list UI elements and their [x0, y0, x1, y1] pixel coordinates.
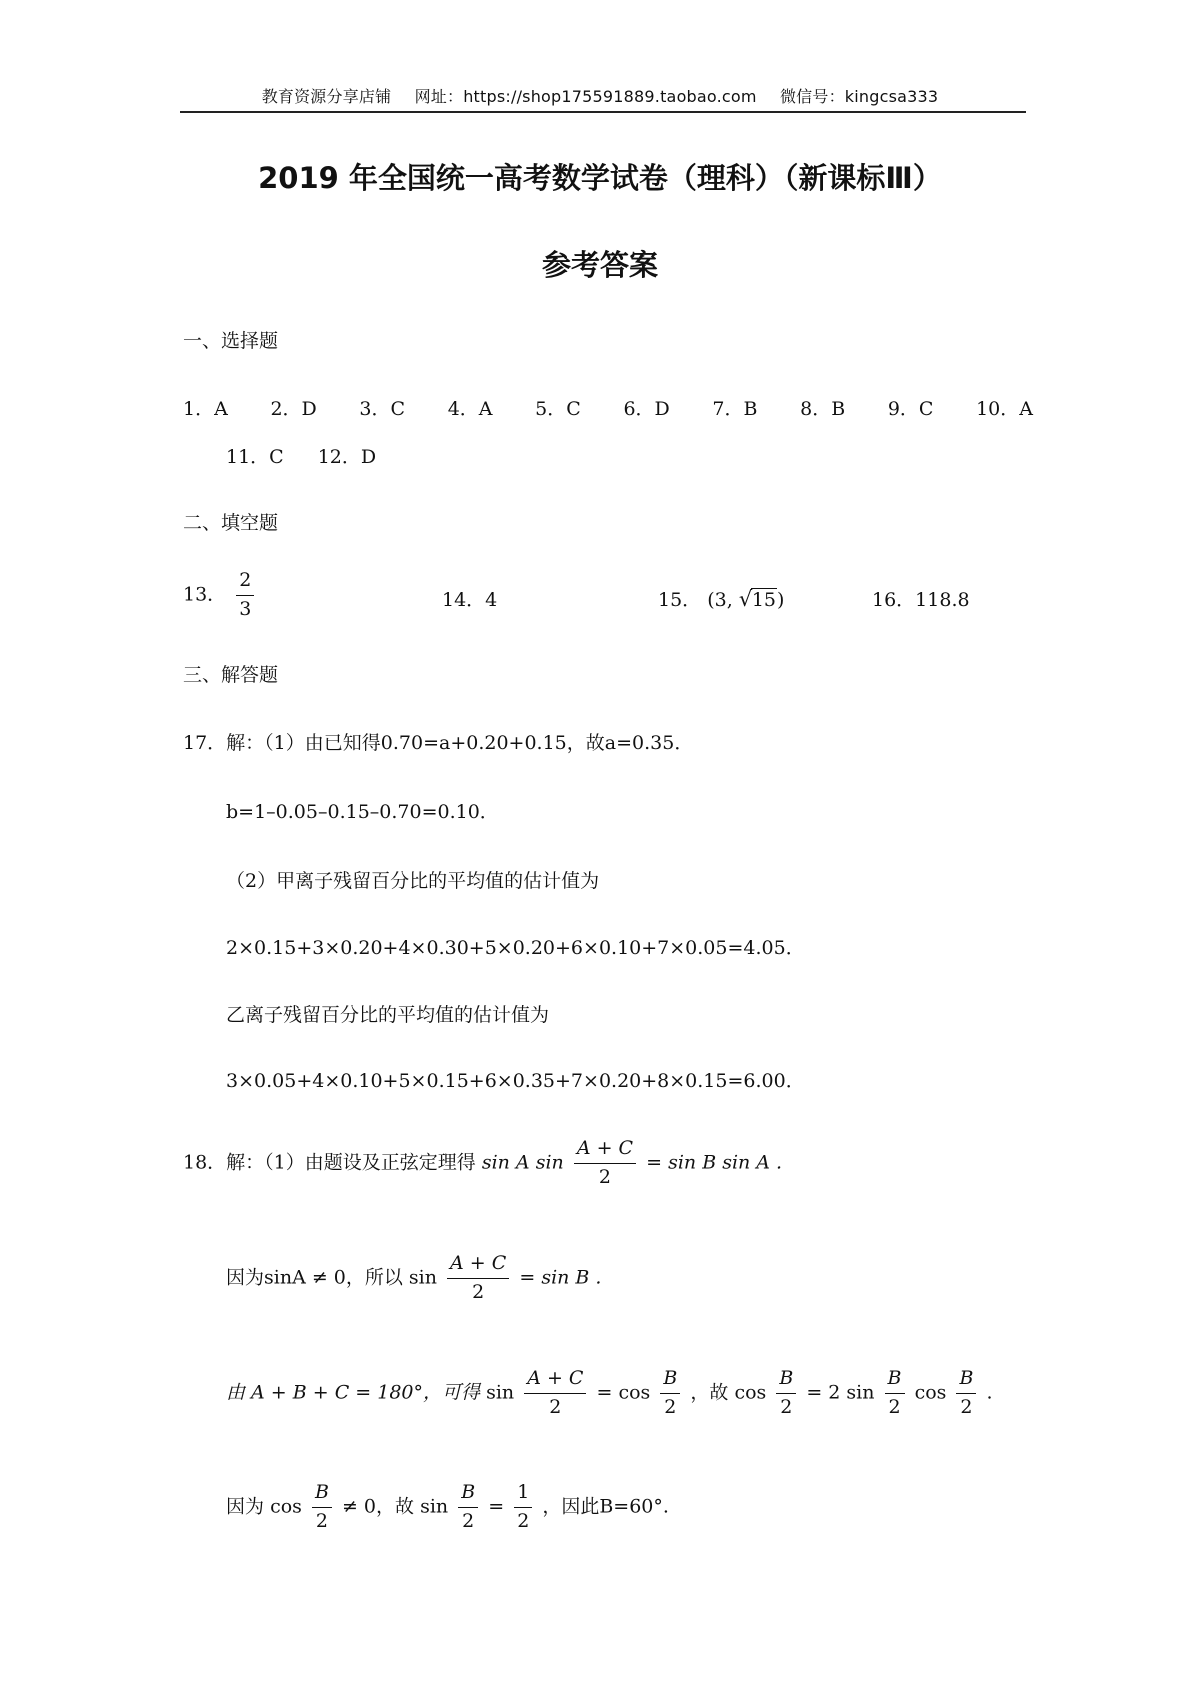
choice-answer: 3．C: [359, 398, 406, 420]
solution-18-line-3: [226, 1368, 993, 1419]
fraction-denominator: 2: [598, 1165, 611, 1188]
solution-18-line-2: [226, 1253, 601, 1304]
fraction-bar: [236, 595, 254, 596]
math-text: cos: [734, 1381, 767, 1404]
solution-17-line-1: 17．解：（1）由已知得0.70=a+0.20+0.15，故a=0.35．: [183, 732, 694, 754]
fraction-denominator: 2: [517, 1509, 530, 1532]
fraction-bar: [885, 1393, 905, 1394]
math-text: = sin B .: [519, 1266, 602, 1289]
document-title: 2019 年全国统一高考数学试卷（理科）（新课标Ⅲ）: [258, 161, 942, 195]
fraction-numerator: B: [959, 1367, 974, 1389]
fraction-bar: [956, 1393, 976, 1394]
math-text: .: [986, 1381, 993, 1404]
choice-answer: 2．D: [270, 398, 317, 420]
solution-17-line-6: 3×0.05+4×0.10+5×0.15+6×0.35+7×0.20+8×0.15=6.00．: [226, 1070, 805, 1092]
choice-answer: 7．B: [712, 398, 758, 420]
math-text: sin: [486, 1381, 515, 1404]
solution-text: 18．解：（1）由题设及正弦定理得: [183, 1151, 476, 1174]
fraction: [458, 1482, 478, 1533]
header-url: 网址：https://shop175591889.taobao.com: [414, 87, 757, 106]
choice-answers-row-2: [226, 442, 376, 469]
header-divider: [180, 111, 1026, 113]
choice-answer: 8．B: [800, 398, 846, 420]
fraction-bar: [524, 1393, 586, 1394]
solution-17-line-4: 2×0.15+3×0.20+4×0.30+5×0.20+6×0.10+7×0.05=4.05．: [226, 937, 805, 959]
math-text: sin: [408, 1266, 437, 1289]
fraction-numerator: B: [779, 1367, 794, 1389]
header-wechat: 微信号：kingcsa333: [779, 87, 939, 106]
fraction-denominator: 2: [549, 1395, 562, 1418]
solution-17-line-3: （2）甲离子残留百分比的平均值的估计值为: [226, 870, 600, 892]
fraction-denominator: 2: [664, 1395, 677, 1418]
fraction: [447, 1253, 509, 1304]
fraction-denominator: 2: [472, 1280, 485, 1303]
math-text: sin A sin: [481, 1151, 564, 1174]
fill-answer-15: [658, 585, 784, 612]
fraction: [776, 1368, 796, 1419]
fraction-numerator: A + C: [527, 1367, 584, 1389]
header-shop-name: 教育资源分享店铺: [261, 87, 392, 106]
square-root: [739, 589, 777, 611]
choice-answer: 4．A: [447, 398, 493, 420]
solution-17-line-5: 乙离子残留百分比的平均值的估计值为: [226, 1004, 550, 1026]
fraction: [524, 1368, 586, 1419]
fraction-bar: [447, 1278, 509, 1279]
solution-text: ，因此B=60°.: [542, 1495, 669, 1518]
solution-text: 因为sinA ≠ 0，所以: [226, 1266, 403, 1289]
fraction-denominator: 2: [960, 1395, 973, 1418]
fraction-numerator: B: [461, 1481, 476, 1503]
fill-answer-14: 14．4: [442, 589, 498, 611]
fraction: [312, 1482, 332, 1533]
question-number: 15．: [658, 589, 702, 611]
fraction-numerator: 2: [239, 569, 252, 591]
fraction-numerator: B: [663, 1367, 678, 1389]
fraction-numerator: 1: [517, 1481, 530, 1503]
solution-text: 由 A + B + C = 180°，可得: [226, 1381, 481, 1404]
radical-sign-icon: √: [738, 587, 753, 611]
fraction-bar: [514, 1507, 532, 1508]
solution-17-line-2: b=1–0.05–0.15–0.70=0.10．: [226, 801, 499, 823]
fill-answer-13: [183, 570, 258, 621]
math-text: = 2 sin: [806, 1381, 875, 1404]
fraction-denominator: 2: [888, 1395, 901, 1418]
solution-text: 因为: [226, 1495, 265, 1518]
math-text: ): [777, 589, 785, 611]
fraction-numerator: A + C: [450, 1252, 507, 1274]
choice-answer: 6．D: [623, 398, 670, 420]
fraction-bar: [574, 1163, 636, 1164]
radicand: 15: [751, 589, 777, 611]
fraction-numerator: B: [887, 1367, 902, 1389]
fraction-bar: [312, 1507, 332, 1508]
math-text: cos: [914, 1381, 947, 1404]
fraction: [514, 1482, 532, 1533]
fraction-denominator: 3: [239, 597, 252, 620]
choice-answer: 1．A: [183, 398, 228, 420]
fraction: [660, 1368, 680, 1419]
fraction-denominator: 2: [315, 1509, 328, 1532]
solution-text: ，故: [690, 1381, 729, 1404]
math-text: sin: [420, 1495, 449, 1518]
choice-answer: 5．C: [535, 398, 581, 420]
choice-answer: 12．D: [317, 446, 377, 468]
section-heading-fill: 二、填空题: [183, 512, 279, 534]
fraction-bar: [660, 1393, 680, 1394]
solution-18-line-1: [183, 1138, 782, 1189]
fraction-denominator: 2: [780, 1395, 793, 1418]
math-text: =: [488, 1495, 505, 1518]
fraction-numerator: A + C: [576, 1137, 634, 1159]
document-subtitle: 参考答案: [541, 248, 658, 282]
fraction-bar: [458, 1507, 478, 1508]
math-text: (3,: [707, 589, 733, 611]
page-header: [180, 84, 1020, 107]
math-text: ≠ 0，故: [341, 1495, 415, 1518]
fraction: [236, 570, 254, 621]
choice-answer: 10．A: [976, 398, 1033, 420]
math-text: cos: [270, 1495, 302, 1518]
choice-answer: 9．C: [887, 398, 934, 420]
fraction: [885, 1368, 905, 1419]
solution-18-line-4: [226, 1482, 669, 1533]
fraction: [956, 1368, 976, 1419]
section-heading-choice: 一、选择题: [183, 330, 279, 352]
fraction-numerator: B: [314, 1481, 329, 1503]
fill-answer-16: 16．118.8: [872, 589, 970, 611]
fraction-bar: [776, 1393, 796, 1394]
section-heading-solutions: 三、解答题: [183, 664, 279, 686]
fraction-denominator: 2: [462, 1509, 475, 1532]
math-text: = cos: [596, 1381, 651, 1404]
question-number: 13．: [183, 583, 227, 606]
choice-answer: 11．C: [226, 446, 284, 468]
math-text: = sin B sin A .: [646, 1151, 783, 1174]
choice-answers-row: [183, 394, 1033, 421]
fraction: [574, 1138, 636, 1189]
